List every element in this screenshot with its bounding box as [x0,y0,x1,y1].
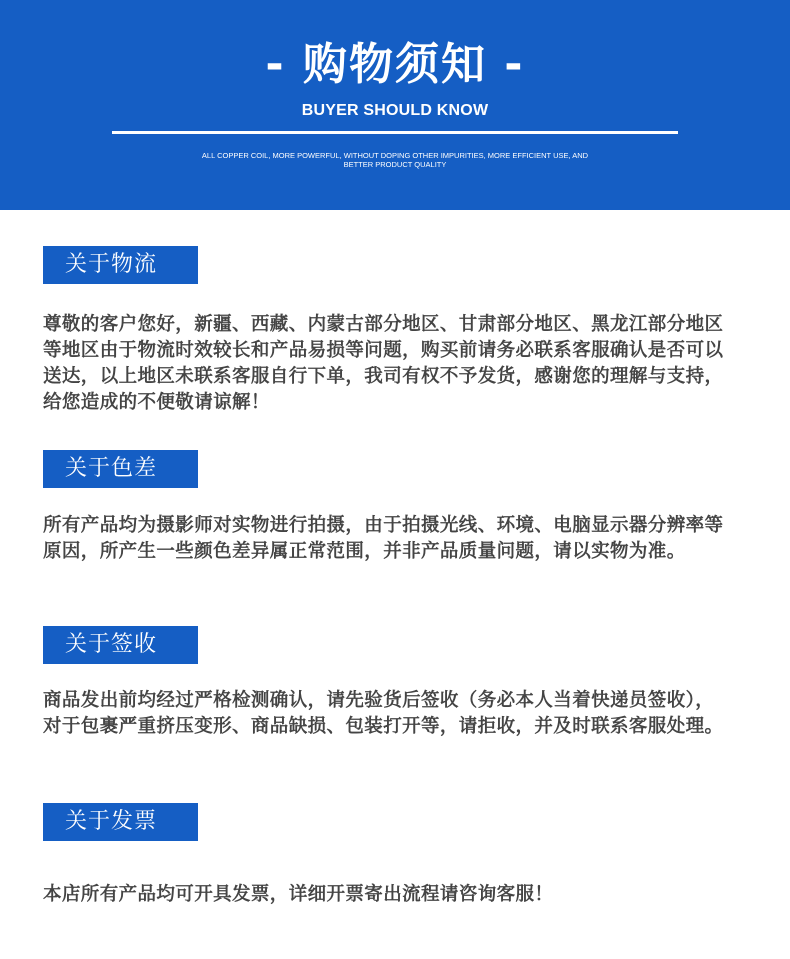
header-banner [0,0,790,210]
section-title-color-difference: 关于色差 [43,450,198,488]
section-title-invoice: 关于发票 [43,803,198,841]
section-title-logistics: 关于物流 [43,246,198,284]
section-title-signing: 关于签收 [43,626,198,664]
banner-subtitle: BUYER SHOULD KNOW [301,102,489,119]
banner-title: - 购物须知 - [265,39,525,90]
section-body-color-difference: 所有产品均为摄影师对实物进行拍摄，由于拍摄光线、环境、电脑显示器分辨率等原因，所产生一些颜色差异属正常范围，并非产品质量问题，请以实物为准。 [43,515,724,562]
section-body-invoice: 本店所有产品均可开具发票，详细开票寄出流程请咨询客服！ [43,884,554,905]
section-body-signing: 商品发出前均经过严格检测确认，请先验货后签收（务必本人当着快递员签收），对于包裹严重挤压变形、商品缺损、包装打开等，请拒收，并及时联系客服处理。 [43,690,724,737]
banner-caption: ALL COPPER COIL, MORE POWERFUL, WITHOUT DOPING OTHER IMPURITIES, MORE EFFICIENT USE, AND BETTER PRODUCT QUALITY [201,151,589,169]
banner-divider [112,131,678,134]
section-body-logistics: 尊敬的客户您好，新疆、西藏、内蒙古部分地区、甘肃部分地区、黑龙江部分地区等地区由于物流时效较长和产品易损等问题，购买前请务必联系客服确认是否可以送达，以上地区未联系客服自行下单，我司有权不予发货，感谢您的理解与支持，给您造成的不便敬请谅解！ [43,314,724,413]
